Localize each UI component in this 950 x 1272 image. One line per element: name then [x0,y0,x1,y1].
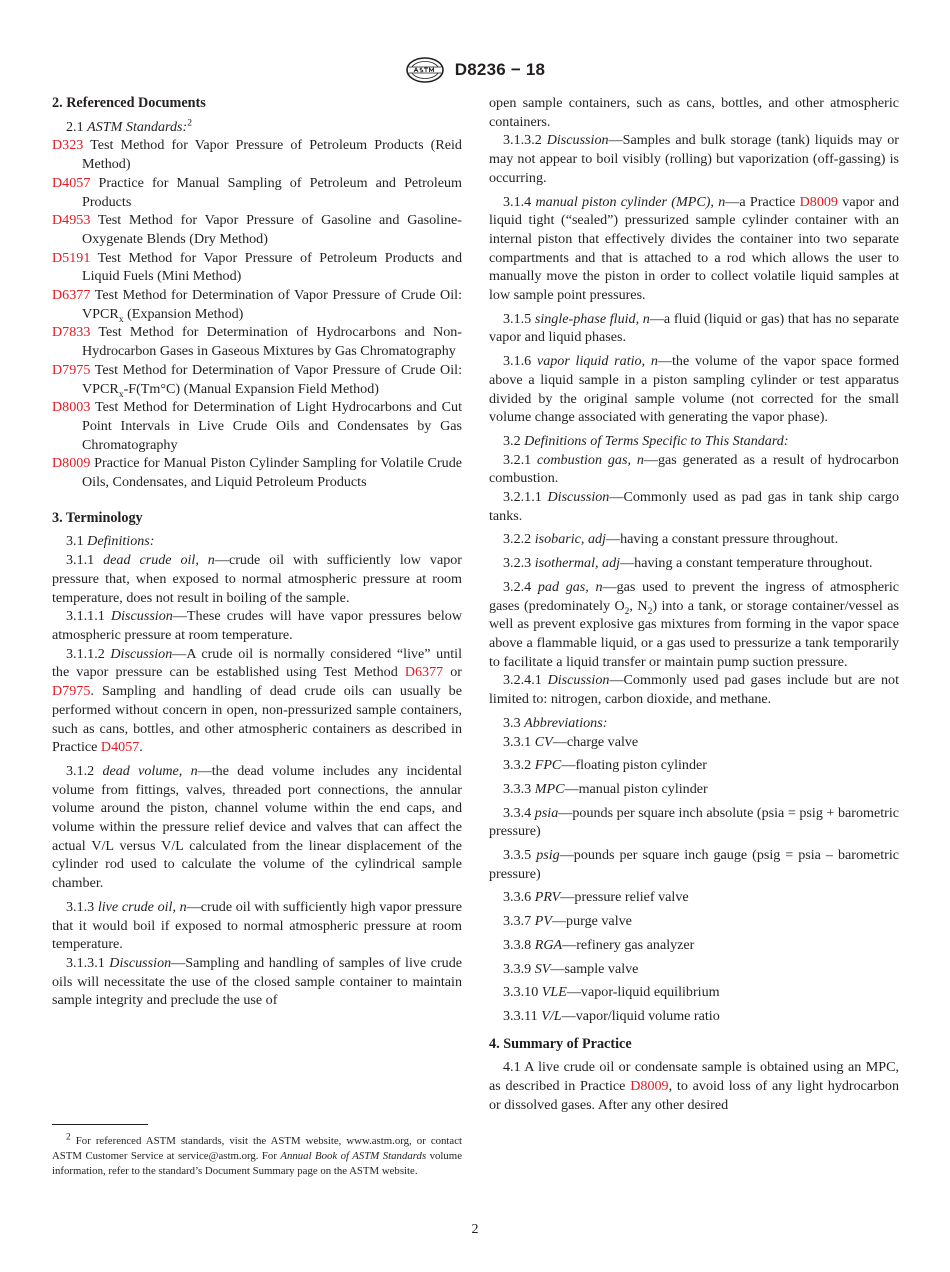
abbreviation-item: 3.3.6 PRV—pressure relief valve [503,889,689,906]
footnote-ref: 2 [187,118,192,129]
reference-item: D323 Test Method for Vapor Pressure of Petroleum Products (Reid Method) [52,137,462,173]
reference-item: D7975 Test Method for Determination of Vapor Pressure of Crude Oil: $VPCR_x-F(Tm^\circ C)$ (Manual Expansion Field Method) [52,361,462,400]
abbreviation-item: 3.3.5 psig—pounds per square inch gauge (psig = psia – barometric pressure) [489,847,899,882]
reference-item: D8009 Practice for Manual Piston Cylinder Sampling for Volatile Crude Oils, Condensates, and Liquid Petroleum Products [52,455,463,491]
reference-link[interactable]: D323 [52,137,84,154]
reference-item: D4057 Practice for Manual Sampling of Petroleum and Petroleum Products [52,174,463,210]
reference-link[interactable]: D4057 [100,739,140,756]
footnote: $^2$ For referenced ASTM standards, visit the ASTM website, www.astm.org, or contact ASTM Customer Service at service@astm.org. For Annual Book of ASTM Standards volume information, refer to the standard’s Document Summary page on the ASTM website. [52,1132,462,1177]
definition-3-1-4: 3.1.4 manual piston cylinder (MPC), n—a Practice D8009 vapor and liquid tight (“sealed”) pressurized sample cylinder container with an internal piston that effectively divides the container into two separate compartments and that is attached to a rod which allows the user to manually move the piston in order to collect volatile liquid samples at low sample point pressures. [489,193,900,304]
abbreviation-item: 3.3.10 VLE—vapor-liquid equilibrium [503,984,720,1001]
discussion-3-2-1-1: 3.2.1.1 Discussion—Commonly used as pad gas in tank ship cargo tanks. [489,489,900,524]
reference-link[interactable]: D8003 [52,399,91,416]
right-column [489,94,899,1114]
reference-link[interactable]: D8009 [799,193,838,210]
reference-link[interactable]: D6377 [404,664,444,681]
reference-link[interactable]: D7833 [52,324,91,341]
reference-item: D4953 Test Method for Vapor Pressure of Gasoline and Gasoline-Oxygenate Blends (Dry Method) [52,212,462,247]
definition-3-2-3: 3.2.3 isothermal, adj—having a constant temperature throughout. [503,555,873,572]
reference-link[interactable]: D7975 [52,683,91,700]
page-number: 2 [471,1222,479,1237]
reference-item: D6377 Test Method for Determination of Vapor Pressure of Crude Oil: $VPCR_x$ (Expansion Method) [52,287,462,325]
abbreviation-item: 3.3.7 PV—purge valve [503,913,632,930]
reference-link[interactable]: D6377 [52,287,91,304]
abbreviation-item: 3.3.1 CV—charge valve [503,733,639,750]
section-3-heading: 3. Terminology [52,509,143,526]
definition-3-2-2: 3.2.2 isobaric, adj—having a constant pressure throughout. [503,531,839,548]
footnote-mark: 2 [66,1132,71,1143]
section-3-3: 3.3 Abbreviations: [503,714,608,731]
definition-3-1-6: 3.1.6 vapor liquid ratio, n—the volume of the vapor space formed above a liquid sample in a piston sampling cylinder or test apparatus divided by the original sample volume (not corrected for the small volume change associated with generating the vapor phase). [489,353,899,426]
reference-link[interactable]: D8009 [630,1078,669,1095]
definition-3-1-2: 3.1.2 dead volume, n—the dead volume includes any incidental volume from fittings, valves, threaded port connections, the annular volume around the piston, channel volume within the end caps, and volume within the pressure relief device and valves that can affect the actual V/L versus V/L calculated from the linear displacement of the cylinder rod used to calculate the volume of the cylindrical sample chamber. [52,762,462,892]
abbreviation-item: 3.3.3 MPC—manual piston cylinder [503,780,708,797]
section-2-1: 2.1 ASTM Standards:$^2$ [66,118,192,135]
discussion-3-2-4-1: 3.2.4.1 Discussion—Commonly used pad gases include but are not limited to: nitrogen, carbon dioxide, and methane. [489,672,899,708]
astm-logo [405,56,445,84]
discussion-3-1-1-1: 3.1.1.1 Discussion—These crudes will have vapor pressures below atmospheric pressure at room temperature. [52,608,462,643]
section-3-1: 3.1 Definitions: [66,533,155,550]
definition-3-1-5: 3.1.5 single-phase fluid, n—a fluid (liquid or gas) that has no separate vapor and liquid phases. [489,310,899,346]
continued-text: open sample containers, such as cans, bottles, and other atmospheric containers. [489,95,899,130]
discussion-3-1-1-2: 3.1.1.2 Discussion—A crude oil is normally considered “live” until the vapor pressure can be established using Test Method D6377 or D7975. Sampling and handling of dead crude oils can usually be performed without concern in open, non-pressurized sample containers, such as cans, bottles, and other atmospheric containers as described in Practice D4057. [52,645,463,756]
page-header [0,56,950,84]
reference-item: D7833 Test Method for Determination of Hydrocarbons and Non-Hydrocarbon Gases in Gaseous Mixtures by Gas Chromatography [52,324,462,360]
reference-link[interactable]: D5191 [52,249,91,266]
paragraph-4-1: 4.1 A live crude oil or condensate sample is obtained using an MPC, as described in Practice D8009, to avoid loss of any light hydrocarbon or dissolved gases. After any other desired [489,1059,899,1113]
abbreviation-item: 3.3.4 psia—pounds per square inch absolute (psia = psig + barometric pressure) [489,804,899,840]
discussion-3-1-3-2: 3.1.3.2 Discussion—Samples and bulk storage (tank) liquids may or may not appear to boil visibly (rolling) but vaporization (off-gassing) is occurring. [489,132,900,186]
reference-item: D5191 Test Method for Vapor Pressure of Petroleum Products and Liquid Fuels (Mini Method) [52,249,462,285]
reference-link[interactable]: D4953 [52,212,91,229]
definition-3-1-1: 3.1.1 dead crude oil, n—crude oil with sufficiently low vapor pressure that, when exposed to normal atmospheric pressure at room temperature, does not result in boiling of the sample. [52,552,462,606]
abbreviation-item: 3.3.11 V/L—vapor/liquid volume ratio [503,1007,720,1024]
footnote-divider [52,1124,148,1125]
reference-link[interactable]: D4057 [52,174,91,191]
abbreviation-item: 3.3.8 RGA—refinery gas analyzer [503,936,695,953]
section-3-2: 3.2 Definitions of Terms Specific to This Standard: [503,432,789,449]
abbreviation-item: 3.3.2 FPC—floating piston cylinder [503,757,707,774]
reference-link[interactable]: D8009 [52,455,91,472]
definition-3-2-4: 3.2.4 pad gas, n—gas used to prevent the ingress of atmospheric gases (predominately $O_2$, $N_2$) into a tank, or storage container/vessel as well as prevent explosive gas mixtures from forming in the vapor space above a flammable liquid, or a gas used to pressurize a tank temporarily to facilitate a liquid transfer or maintain pump suction pressure. [489,578,899,670]
discussion-3-1-3-1: 3.1.3.1 Discussion—Sampling and handling of samples of live crude oils will necessitate the use of the closed sample container to maintain sample integrity and preclude the use of [52,954,463,1009]
definition-3-1-3: 3.1.3 live crude oil, n—crude oil with sufficiently high vapor pressure that it would boil if exposed to normal atmospheric pressure at room temperature. [52,898,462,953]
abbreviation-item: 3.3.9 SV—sample valve [503,960,639,977]
section-2-heading: 2. Referenced Documents [52,95,206,111]
reference-link[interactable]: D7975 [52,361,91,378]
definition-3-2-1: 3.2.1 combustion gas, n—gas generated as a result of hydrocarbon combustion. [489,451,899,487]
left-column [52,94,462,1010]
document-designation: D8236 − 18 [454,60,546,79]
section-4-heading: 4. Summary of Practice [489,1035,632,1052]
reference-item: D8003 Test Method for Determination of Light Hydrocarbons and Cut Point Intervals in Live Crude Oils and Condensates by Gas Chromatography [52,399,462,453]
